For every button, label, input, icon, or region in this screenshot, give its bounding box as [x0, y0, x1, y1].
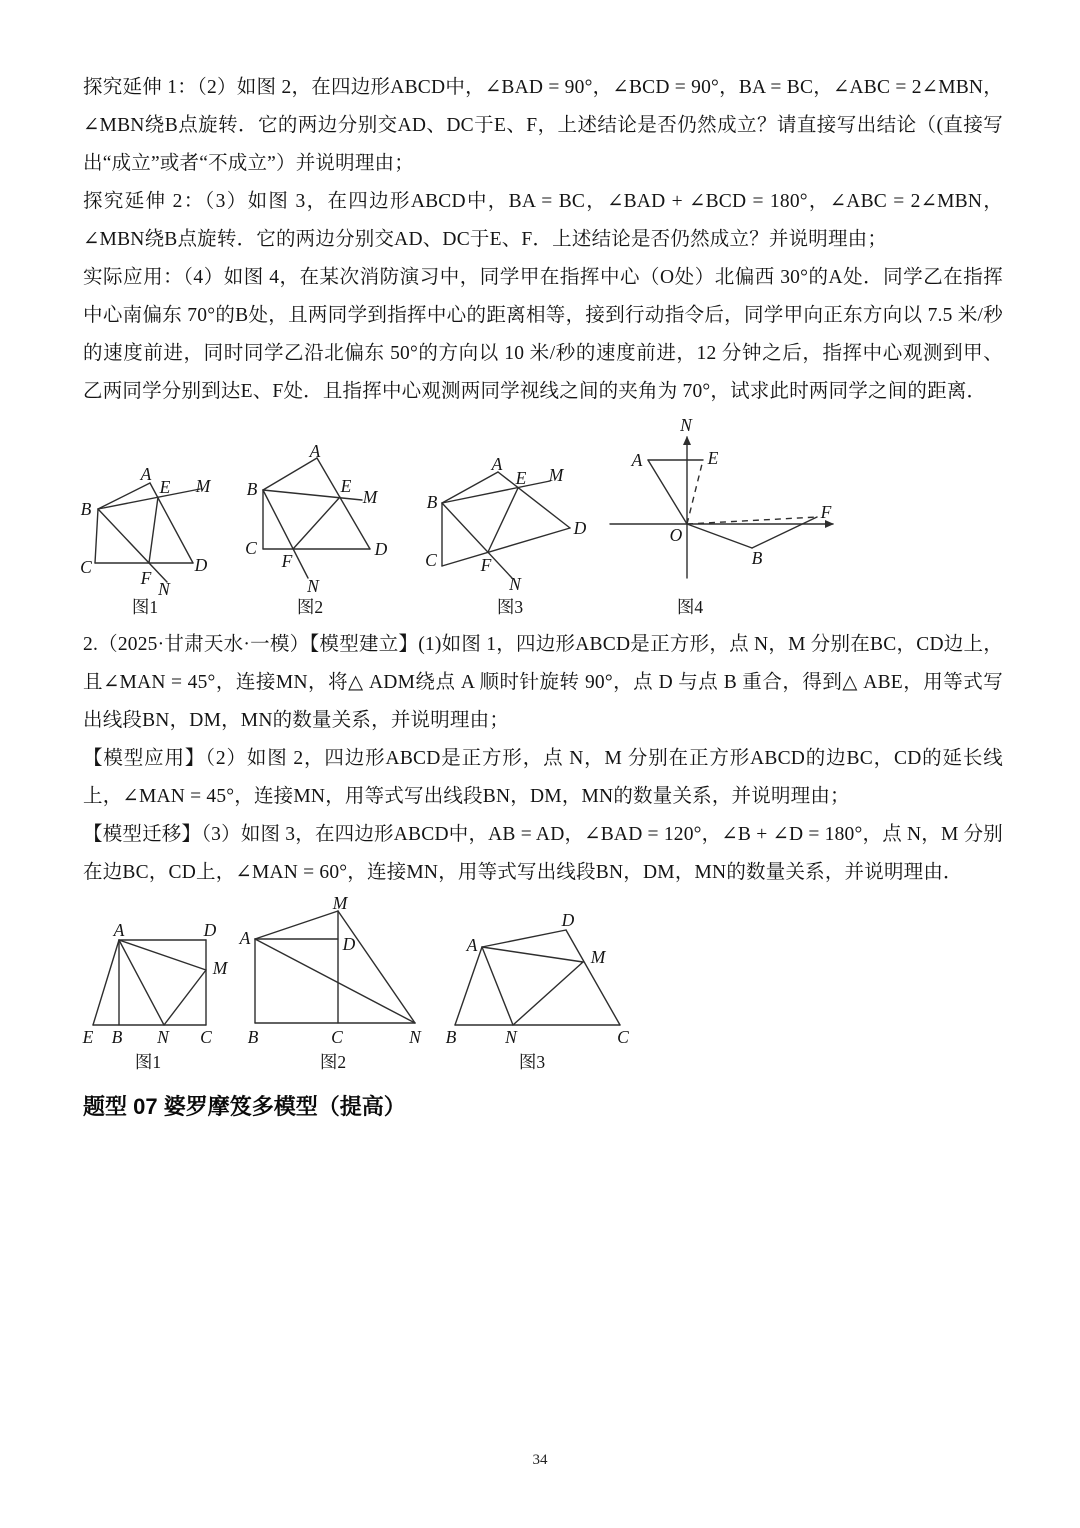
problem-2-text-block [83, 626, 1003, 892]
figure-2-quad-label-E: E [340, 476, 352, 496]
figure-2-quad-label-A: A [309, 441, 321, 461]
figure-2-quad-caption: 图2 [296, 597, 324, 617]
figure-1-quad-right-angles-caption: 图1 [131, 597, 159, 617]
figure-2-quad-label-B: B [246, 479, 258, 499]
figure-2-square-extensions-label-C: C [331, 1027, 343, 1047]
figure-1-quad-right-angles-edge [98, 509, 167, 582]
figure-1-quad-right-angles-label-N: N [158, 579, 170, 599]
figure-4-compass-axes-label-E: E [707, 448, 719, 468]
paragraph-practical-application: 实际应用：（4）如图 4，在某次消防演习中，同学甲在指挥中心（O处）北偏西 30°的A处．同学乙在指挥中心南偏东 70°的B处，且两同学到指挥中心的距离相等，接到行动指令后，同学甲向正东方向以 7.5 米/秒的速度前进，同时同学乙沿北偏东 50°的方向以 10 米/秒的速度前进，12 分钟之后，指挥中心观测到甲、乙两同学分别到达E、F处．且指挥中心观测两同学视线之间的夹角为 70°，试求此时两同学之间的距离． [83, 267, 1003, 402]
figure-3-kite-quad-label-M: M [590, 947, 606, 967]
figure-2-square-extensions-caption: 图2 [319, 1052, 347, 1072]
figure-1-square-rotation-label-D: D [203, 920, 217, 940]
figure-3-kite-quad-label-B: B [445, 1027, 457, 1047]
figure-1-quad-right-angles-label-D: D [194, 555, 208, 575]
figure-4-compass-axes-label-B: B [751, 548, 763, 568]
paragraph-exploration-1: 探究延伸 1：（2）如图 2，在四边形ABCD中，∠BAD = 90°，∠BCD = 90°，BA = BC，∠ABC = 2∠MBN，∠MBN绕B点旋转．它的两边分别交AD、DC于E、F，上述结论是否仍然成立？请直接写出结论（(直接写出“成立”或者“不成立”）并说明理由； [83, 77, 1003, 174]
figure-3-quad-supplementary-label-D: D [573, 518, 587, 538]
figure-3-quad-supplementary-label-C: C [425, 550, 437, 570]
figure-2-square-extensions-label-M: M [332, 895, 348, 913]
figure-3-quad-supplementary-label-E: E [515, 468, 527, 488]
figure-2-square-extensions-edge [338, 911, 415, 1023]
figure-1-quad-right-angles-label-B: B [80, 499, 92, 519]
page-number: 34 [532, 1452, 548, 1468]
figure-3-kite-quad-edge [566, 930, 620, 1025]
figure-2-square-extensions-label-B: B [247, 1027, 259, 1047]
figure-4-compass-axes-caption: 图4 [676, 597, 704, 617]
figure-1-square-rotation-edge [93, 940, 119, 1025]
figure-4-compass-axes-label-N: N [680, 415, 692, 435]
figure-2-square-extensions-label-N: N [409, 1027, 421, 1047]
figure-3-quad-supplementary-label-F: F [480, 555, 492, 575]
figure-1-square-rotation-label-M: M [212, 958, 228, 978]
figure-4-compass-axes-edge [752, 517, 817, 548]
figure-3-kite-quad-edge [482, 947, 583, 962]
figure-4-compass-axes-edge [648, 460, 687, 524]
figure-3-kite-quad-edge [482, 930, 566, 947]
figure-2-square-extensions-label-D: D [342, 934, 356, 954]
figure-2-quad-edge [263, 458, 317, 490]
figure-2-square-extensions-edge [255, 911, 338, 939]
figure-3-quad-supplementary-edge [442, 503, 512, 578]
figure-1-square-rotation-label-N: N [157, 1027, 169, 1047]
figure-3-kite-quad-caption: 图3 [518, 1052, 546, 1072]
figure-1-square-rotation-label-A: A [113, 920, 125, 940]
figure-3-kite-quad-label-A: A [466, 935, 478, 955]
figure-4-compass-axes-label-F: F [820, 502, 832, 522]
paragraph-model-build: 2.（2025·甘肃天水·一模）【模型建立】(1)如图 1，四边形ABCD是正方形，点 N，M 分别在BC，CD边上，且∠MAN = 45°，连接MN，将△ ADM绕点 A 顺时针旋转 90°，点 D 与点 B 重合，得到△ ABE，用等式写出线段BN，DM，MN的数量关系，并说明理由； [83, 634, 1003, 731]
figure-4-compass-axes-dashed-edge [687, 517, 817, 524]
figure-3-kite-quad-edge [455, 947, 482, 1025]
figure-1-square-rotation-label-E: E [82, 1027, 94, 1047]
figure-4-compass-axes-label-A: A [631, 450, 643, 470]
figure-1-quad-right-angles-label-E: E [159, 477, 171, 497]
figure-1-quad-right-angles-label-M: M [195, 476, 211, 496]
figure-1-quad-right-angles-label-C: C [80, 557, 92, 577]
figure-3-quad-supplementary-label-B: B [426, 492, 438, 512]
figure-2-quad-label-F: F [281, 551, 293, 571]
figure-2-quad-edge [293, 497, 340, 549]
figure-3-quad-supplementary-edge [488, 488, 518, 552]
figure-3-quad-supplementary-edge [442, 472, 498, 503]
figure-1-quad-right-angles-edge [98, 483, 150, 509]
figure-1-quad-right-angles-edge [98, 489, 200, 509]
paragraph-model-transfer: 【模型迁移】（3）如图 3，在四边形ABCD中，AB = AD，∠BAD = 120°，∠B + ∠D = 180°，点 N，M 分别在边BC，CD上，∠MAN = 60°，连接MN，用等式写出线段BN，DM，MN的数量关系，并说明理由． [83, 824, 1003, 883]
figure-2-quad-label-D: D [374, 539, 388, 559]
figure-3-kite-quad-label-N: N [505, 1027, 517, 1047]
figure-1-quad-right-angles-edge [149, 497, 158, 563]
figure-3-kite-quad-edge [513, 962, 583, 1025]
figure-1-quad-right-angles-label-F: F [140, 568, 152, 588]
figure-3-kite-quad-label-C: C [617, 1027, 629, 1047]
figure-row-2 [0, 895, 1080, 1075]
figure-row-1 [0, 415, 1080, 620]
figure-2-quad-label-M: M [362, 487, 378, 507]
figure-1-square-rotation-caption: 图1 [134, 1052, 162, 1072]
figure-1-square-rotation-label-C: C [200, 1027, 212, 1047]
figure-1-quad-right-angles-edge [95, 509, 98, 563]
figure-4-compass-axes-label-O: O [669, 525, 683, 545]
figure-3-kite-quad-edge [482, 947, 513, 1025]
figure-4-compass-axes-dashed-edge [687, 460, 703, 524]
figure-3-quad-supplementary-label-A: A [491, 454, 503, 474]
figure-2-quad-label-N: N [307, 576, 319, 596]
figure-3-quad-supplementary-caption: 图3 [496, 597, 524, 617]
figure-1-square-rotation-edge [164, 970, 206, 1025]
figure-2-quad-label-C: C [245, 538, 257, 558]
section-heading: 题型 07 婆罗摩笈多模型（提高） [83, 1094, 406, 1119]
figure-1-quad-right-angles-label-A: A [140, 464, 152, 484]
paragraph-exploration-2: 探究延伸 2：（3）如图 3，在四边形ABCD中，BA = BC，∠BAD + ∠BCD = 180°，∠ABC = 2∠MBN，∠MBN绕B点旋转．它的两边分别交AD、DC于E、F．上述结论是否仍然成立？并说明理由； [83, 191, 1003, 250]
figure-3-quad-supplementary-label-N: N [509, 574, 521, 594]
paragraph-model-apply: 【模型应用】（2）如图 2，四边形ABCD是正方形，点 N，M 分别在正方形ABCD的边BC，CD的延长线上，∠MAN = 45°，连接MN，用等式写出线段BN，DM，MN的数量关系，并说明理由； [83, 748, 1003, 807]
problem-1-text-block [83, 69, 1003, 411]
figure-2-square-extensions-label-A: A [239, 928, 251, 948]
figure-3-quad-supplementary-edge [442, 528, 570, 566]
figure-2-square-extensions-edge [255, 939, 415, 1023]
figure-3-kite-quad-label-D: D [561, 910, 575, 930]
figure-1-square-rotation-label-B: B [111, 1027, 123, 1047]
figure-4-compass-axes-edge [687, 524, 752, 548]
figure-3-quad-supplementary-label-M: M [548, 465, 564, 485]
